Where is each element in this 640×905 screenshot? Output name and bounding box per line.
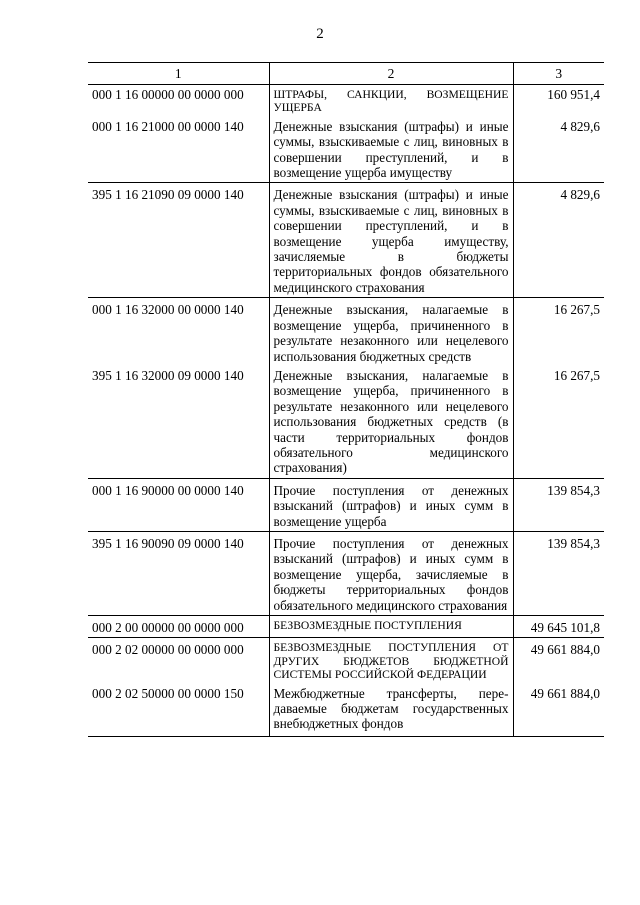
row-amount: 16 267,5 — [513, 366, 604, 478]
row-code: 395 1 16 21090 09 0000 140 — [88, 183, 269, 298]
row-name: БЕЗВОЗМЕЗДНЫЕ ПОСТУПЛЕНИЯ — [269, 616, 513, 638]
row-amount: 160 951,4 — [513, 85, 604, 117]
row-amount: 139 854,3 — [513, 478, 604, 531]
table-row — [88, 298, 604, 366]
column-header-amount: 3 — [513, 63, 604, 85]
row-name: Денежные взыскания (штрафы) и иные суммы, взыскиваемые с лиц, виновных в совершении преступлений, и в возмещение ущерба имуществу, зачисляемые в бюджеты территориальных фондов обязательного медицинского страхования — [269, 183, 513, 298]
table-row — [88, 183, 604, 298]
row-code: 395 1 16 90090 09 0000 140 — [88, 531, 269, 615]
row-name: ШТРАФЫ, САНКЦИИ, ВОЗМЕЩЕНИЕ УЩЕРБА — [269, 85, 513, 117]
row-name: БЕЗВОЗМЕЗДНЫЕ ПОСТУПЛЕНИЯ ОТ ДРУГИХ БЮДЖЕТОВ БЮДЖЕТНОЙ СИСТЕМЫ РОССИЙСКОЙ ФЕДЕРАЦИИ — [269, 638, 513, 684]
table-row — [88, 684, 604, 737]
row-name: Прочие поступления от денежных взысканий (штрафов) и иных сумм в возмещение ущерба, зачисляемые в бюджеты территориальных фондов обязательного медицинского страхования — [269, 531, 513, 615]
table-row — [88, 478, 604, 531]
row-code: 000 2 02 00000 00 0000 000 — [88, 638, 269, 684]
row-amount: 49 661 884,0 — [513, 638, 604, 684]
row-code: 395 1 16 32000 09 0000 140 — [92, 367, 244, 383]
table-row — [88, 366, 604, 478]
row-code: 000 2 00 00000 00 0000 000 — [88, 616, 269, 638]
row-name: Денежные взыскания, налагаемые в возмещение ущерба, причиненного в результате незаконного или нецелевого использования бюджетных средств (в части территориальных фондов обязательного медицинского страхования) — [269, 366, 513, 478]
row-code: 000 1 16 32000 00 0000 140 — [88, 298, 269, 366]
table-header-row — [88, 63, 604, 85]
row-code: 000 1 16 00000 00 0000 000 — [92, 87, 244, 102]
column-header-code: 1 — [88, 63, 269, 85]
table-row — [88, 117, 604, 183]
budget-revenue-table — [88, 62, 604, 737]
row-amount: 139 854,3 — [513, 531, 604, 615]
row-code: 000 2 02 50000 00 0000 150 — [88, 684, 269, 737]
row-name: Прочие поступления от денежных взысканий (штрафов) и иных сумм в возмещение ущерба — [269, 478, 513, 531]
row-amount: 4 829,6 — [513, 183, 604, 298]
row-amount: 49 661 884,0 — [513, 684, 604, 737]
column-header-name: 2 — [269, 63, 513, 85]
table-row — [88, 616, 604, 638]
row-amount: 16 267,5 — [513, 298, 604, 366]
row-name: Межбюджетные трансферты, передаваемые бюджетам государственных внебюджетных фондов — [269, 684, 513, 737]
page-number: 2 — [316, 26, 324, 42]
row-name: Денежные взыскания, налагаемые в возмещение ущерба, причиненного в результате незаконного или нецелевого использования бюджетных средств — [269, 298, 513, 366]
row-name: Денежные взыскания (штрафы) и иные суммы, взыскиваемые с лиц, виновных в совершении преступлений, и в возмещение ущерба имуществу — [269, 117, 513, 183]
table-row — [88, 85, 604, 117]
row-amount: 49 645 101,8 — [513, 616, 604, 638]
table-row — [88, 531, 604, 615]
row-code: 000 1 16 90000 00 0000 140 — [88, 478, 269, 531]
row-code: 000 1 16 21000 00 0000 140 — [92, 118, 244, 134]
table-row — [88, 638, 604, 684]
row-amount: 4 829,6 — [513, 117, 604, 183]
